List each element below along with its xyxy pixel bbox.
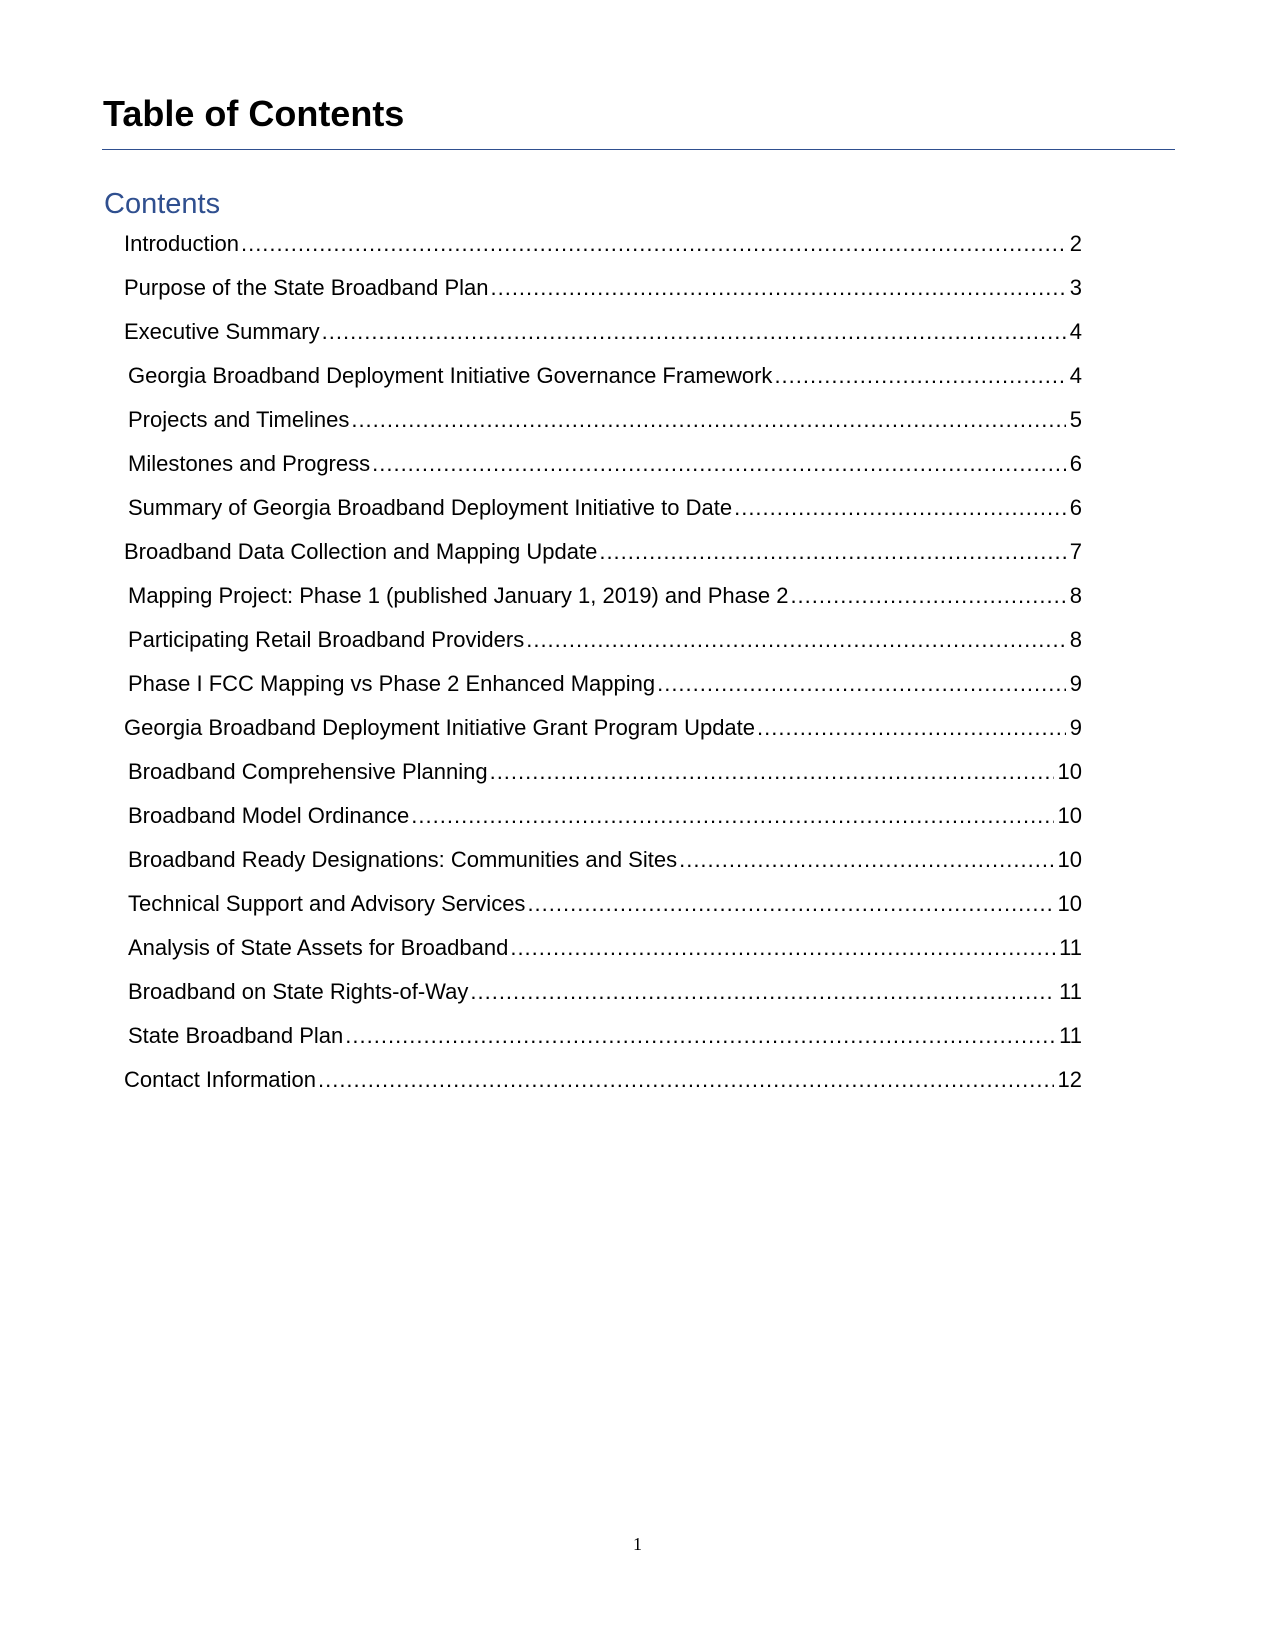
toc-entry-retail-providers[interactable] (128, 625, 1082, 655)
toc-entry-page: 11 (1059, 979, 1082, 1004)
toc-entry-label: Georgia Broadband Deployment Initiative Grant Program Update (124, 715, 756, 740)
toc-dot-leader (790, 581, 1065, 611)
toc-dot-leader (490, 273, 1065, 303)
toc-entry-page: 4 (1069, 319, 1082, 344)
toc-dot-leader (372, 449, 1066, 479)
toc-dot-leader (526, 625, 1066, 655)
toc-dot-leader (599, 537, 1065, 567)
toc-entry-initiative-summary[interactable] (128, 493, 1082, 523)
toc-entry-state-assets[interactable] (128, 933, 1082, 963)
toc-entry-label: Introduction (124, 231, 239, 256)
toc-entry-label: Phase I FCC Mapping vs Phase 2 Enhanced Mapping (128, 671, 656, 696)
toc-entry-projects-timelines[interactable] (128, 405, 1082, 435)
toc-dot-leader (470, 977, 1055, 1007)
toc-entry-label: Contact Information (124, 1067, 316, 1092)
toc-entry-data-collection-mapping[interactable] (124, 537, 1082, 567)
toc-entry-label: Purpose of the State Broadband Plan (124, 275, 489, 300)
toc-entry-page: 8 (1069, 583, 1082, 608)
page-title: Table of Contents (103, 93, 405, 134)
toc-entry-label: Milestones and Progress (128, 451, 371, 476)
toc-entry-page: 10 (1057, 759, 1082, 784)
toc-entry-page: 6 (1069, 495, 1082, 520)
toc-entry-page: 9 (1069, 715, 1082, 740)
toc-dot-leader (241, 229, 1066, 259)
toc-entry-page: 11 (1059, 1023, 1082, 1048)
toc-entry-label: Technical Support and Advisory Services (128, 891, 526, 916)
toc-entry-page: 4 (1069, 363, 1082, 388)
toc-dot-leader (774, 361, 1065, 391)
toc-entry-page: 10 (1057, 803, 1082, 828)
toc-dot-leader (527, 889, 1053, 919)
toc-entry-label: State Broadband Plan (128, 1023, 344, 1048)
toc-entry-label: Projects and Timelines (128, 407, 350, 432)
toc-dot-leader (345, 1021, 1055, 1051)
toc-entry-page: 2 (1069, 231, 1082, 256)
toc-entry-label: Executive Summary (124, 319, 320, 344)
toc-entry-executive-summary[interactable] (124, 317, 1082, 347)
toc-entry-page: 5 (1069, 407, 1082, 432)
toc-entry-ready-designations[interactable] (128, 845, 1082, 875)
toc-entry-page: 10 (1057, 891, 1082, 916)
toc-entry-comprehensive-planning[interactable] (128, 757, 1082, 787)
toc-dot-leader (757, 713, 1066, 743)
toc-entry-grant-program[interactable] (124, 713, 1082, 743)
toc-entry-model-ordinance[interactable] (128, 801, 1082, 831)
toc-entry-label: Analysis of State Assets for Broadband (128, 935, 509, 960)
toc-entry-governance-framework[interactable] (128, 361, 1082, 391)
toc-dot-leader (351, 405, 1065, 435)
toc-entry-page: 10 (1057, 847, 1082, 872)
toc-entry-label: Participating Retail Broadband Providers (128, 627, 525, 652)
toc-entry-mapping-project[interactable] (128, 581, 1082, 611)
title-underline-rule (102, 149, 1175, 150)
toc-entry-label: Broadband Ready Designations: Communities and Sites (128, 847, 678, 872)
contents-heading: Contents (104, 188, 221, 220)
toc-entry-label: Georgia Broadband Deployment Initiative Governance Framework (128, 363, 773, 388)
toc-entry-page: 6 (1069, 451, 1082, 476)
toc-entry-introduction[interactable] (124, 229, 1082, 259)
toc-entry-page: 12 (1057, 1067, 1082, 1092)
toc-dot-leader (411, 801, 1053, 831)
toc-entry-page: 7 (1069, 539, 1082, 564)
toc-dot-leader (322, 317, 1066, 347)
toc-entry-page: 8 (1069, 627, 1082, 652)
toc-entry-label: Broadband Comprehensive Planning (128, 759, 488, 784)
toc-dot-leader (734, 493, 1066, 523)
toc-entry-page: 3 (1069, 275, 1082, 300)
toc-entry-label: Broadband on State Rights-of-Way (128, 979, 469, 1004)
toc-entry-label: Broadband Data Collection and Mapping Update (124, 539, 598, 564)
toc-entry-milestones-progress[interactable] (128, 449, 1082, 479)
toc-entry-rights-of-way[interactable] (128, 977, 1082, 1007)
page-number: 1 (633, 1534, 642, 1554)
toc-dot-leader (510, 933, 1055, 963)
toc-entry-page: 9 (1069, 671, 1082, 696)
toc-entry-contact-information[interactable] (124, 1065, 1082, 1095)
toc-entry-page: 11 (1059, 935, 1082, 960)
toc-entry-label: Broadband Model Ordinance (128, 803, 410, 828)
toc-entry-state-broadband-plan[interactable] (128, 1021, 1082, 1051)
toc-dot-leader (679, 845, 1053, 875)
toc-entry-label: Mapping Project: Phase 1 (published January 1, 2019) and Phase 2 (128, 583, 789, 608)
toc-dot-leader (490, 757, 1054, 787)
toc-entry-fcc-vs-enhanced-mapping[interactable] (128, 669, 1082, 699)
toc-entry-label: Summary of Georgia Broadband Deployment Initiative to Date (128, 495, 733, 520)
toc-dot-leader (657, 669, 1066, 699)
toc-entry-technical-support[interactable] (128, 889, 1082, 919)
toc-dot-leader (318, 1065, 1054, 1095)
toc-entry-purpose[interactable] (124, 273, 1082, 303)
